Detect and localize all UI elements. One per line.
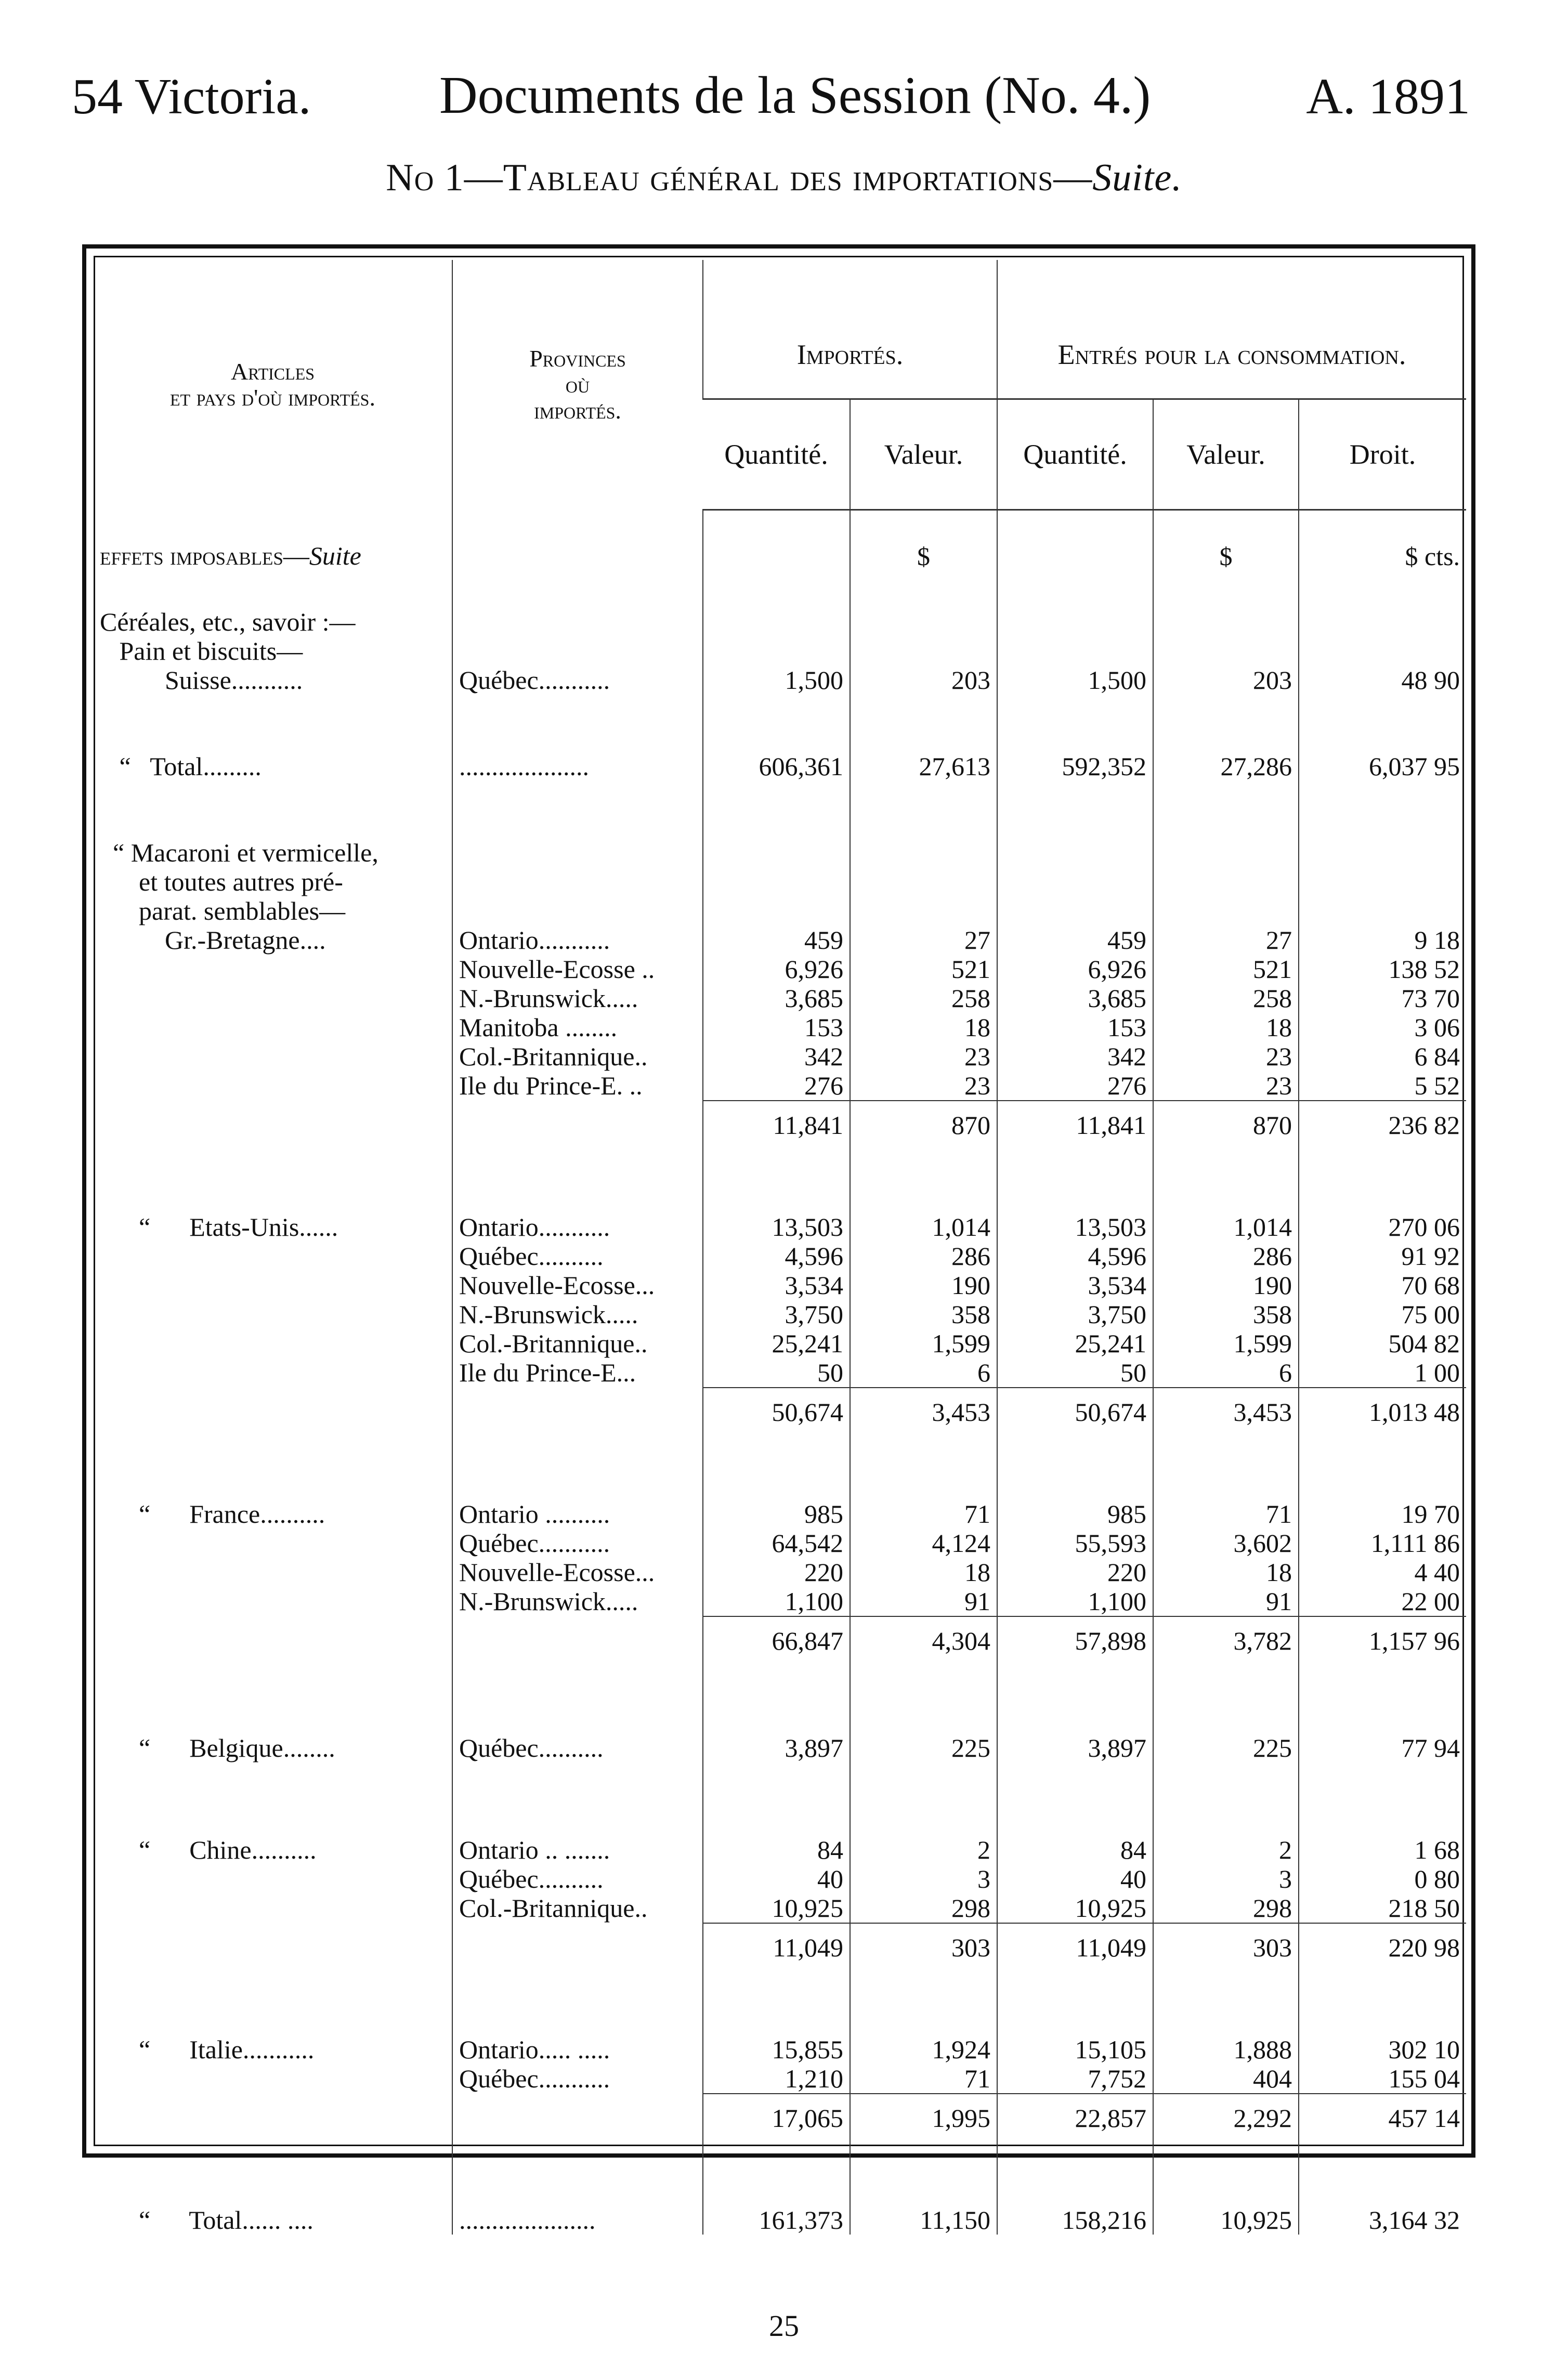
province-cell: N.-Brunswick..... bbox=[452, 984, 703, 1013]
col-ent-valeur: Valeur. bbox=[1153, 399, 1299, 510]
table-row bbox=[94, 1893, 1466, 1923]
article-cell bbox=[94, 2064, 452, 2094]
table-row bbox=[94, 1587, 1466, 1616]
imp-quantite-cell: 153 bbox=[703, 1013, 850, 1042]
imp-valeur-cell: 4,124 bbox=[850, 1529, 997, 1558]
droit-cell: 3 06 bbox=[1299, 1013, 1466, 1042]
ent-valeur-cell: 18 bbox=[1153, 1558, 1299, 1587]
article-cell: “ Total...... .... bbox=[100, 2205, 313, 2235]
imp-quantite-cell: 1,210 bbox=[703, 2064, 850, 2094]
subtotal-iq-cell: 11,049 bbox=[703, 1923, 850, 1962]
province-cell: .................... bbox=[452, 695, 703, 781]
imports-table bbox=[94, 260, 1466, 2235]
ent-valeur-cell: 27 bbox=[1153, 781, 1299, 955]
imp-quantite-cell: 50 bbox=[703, 1358, 850, 1388]
province-cell: Québec.......... bbox=[452, 1242, 703, 1271]
table-row bbox=[94, 571, 1466, 695]
droit-cell: 504 82 bbox=[1299, 1329, 1466, 1358]
article-cell bbox=[94, 984, 452, 1013]
subtotal-dr-cell: 457 14 bbox=[1299, 2094, 1466, 2133]
subtotal-blank-cell bbox=[452, 2094, 703, 2133]
droit-cell: 138 52 bbox=[1299, 955, 1466, 984]
col-provinces-line3: importés. bbox=[534, 397, 621, 424]
table-title-main: No 1—Tableau général des importations— bbox=[386, 156, 1093, 199]
imp-quantite-cell: 15,855 bbox=[703, 1962, 850, 2064]
section-row bbox=[94, 510, 1466, 571]
article-cell bbox=[94, 1013, 452, 1042]
droit-cell: 218 50 bbox=[1299, 1893, 1466, 1923]
subtotal-ev-cell: 3,782 bbox=[1153, 1616, 1299, 1655]
ent-quantite-cell: 15,105 bbox=[997, 1962, 1153, 2064]
imp-quantite-cell: 3,685 bbox=[703, 984, 850, 1013]
imp-valeur-cell: 91 bbox=[850, 1587, 997, 1616]
ent-quantite-cell: 50 bbox=[997, 1358, 1153, 1388]
imp-quantite-cell: 3,534 bbox=[703, 1271, 850, 1300]
table-body bbox=[94, 510, 1466, 2235]
province-cell: Col.-Britannique.. bbox=[452, 1042, 703, 1071]
ent-valeur-cell: 3,602 bbox=[1153, 1529, 1299, 1558]
table-row bbox=[94, 1042, 1466, 1071]
province-cell: Col.-Britannique.. bbox=[452, 1893, 703, 1923]
table-row bbox=[94, 1655, 1466, 1762]
subtotal-blank-cell bbox=[94, 1101, 452, 1140]
imp-valeur-cell: 18 bbox=[850, 1013, 997, 1042]
subtotal-iv-cell: 4,304 bbox=[850, 1616, 997, 1655]
imp-valeur-cell: 298 bbox=[850, 1893, 997, 1923]
subtotal-blank-cell bbox=[452, 1101, 703, 1140]
imp-quantite-cell: 10,925 bbox=[703, 1893, 850, 1923]
droit-cell: 155 04 bbox=[1299, 2064, 1466, 2094]
section-eq-cell bbox=[997, 510, 1153, 571]
ent-valeur-cell: 203 bbox=[1153, 571, 1299, 695]
col-ent-quantite: Quantité. bbox=[997, 399, 1153, 510]
subtotal-iq-cell: 50,674 bbox=[703, 1388, 850, 1427]
imp-valeur-cell: 11,150 bbox=[850, 2133, 997, 2235]
imp-valeur-cell: 358 bbox=[850, 1300, 997, 1329]
table-row bbox=[94, 1329, 1466, 1358]
currency-ent-valeur: $ bbox=[1153, 510, 1299, 571]
table-row bbox=[94, 1558, 1466, 1587]
subtotal-row bbox=[94, 1923, 1466, 1962]
imp-quantite-cell: 25,241 bbox=[703, 1329, 850, 1358]
ent-quantite-cell: 7,752 bbox=[997, 2064, 1153, 2094]
province-cell: N.-Brunswick..... bbox=[452, 1300, 703, 1329]
ent-quantite-cell: 220 bbox=[997, 1558, 1153, 1587]
imp-quantite-cell: 6,926 bbox=[703, 955, 850, 984]
col-imp-valeur: Valeur. bbox=[850, 399, 997, 510]
page-number: 25 bbox=[769, 2309, 799, 2343]
province-cell: Nouvelle-Ecosse... bbox=[452, 1271, 703, 1300]
province-cell: ..................... bbox=[452, 2133, 703, 2235]
ent-valeur-cell: 23 bbox=[1153, 1042, 1299, 1071]
ent-quantite-cell: 985 bbox=[997, 1427, 1153, 1529]
table-title bbox=[0, 156, 1568, 200]
droit-cell: 9 18 bbox=[1299, 781, 1466, 955]
table-row bbox=[94, 1762, 1466, 1864]
droit-cell: 77 94 bbox=[1299, 1655, 1466, 1762]
ent-quantite-cell: 342 bbox=[997, 1042, 1153, 1071]
imp-quantite-cell: 3,897 bbox=[703, 1655, 850, 1762]
province-cell: Manitoba ........ bbox=[452, 1013, 703, 1042]
imp-quantite-cell: 459 bbox=[703, 781, 850, 955]
table-row bbox=[94, 955, 1466, 984]
subtotal-ev-cell: 870 bbox=[1153, 1101, 1299, 1140]
subtotal-eq-cell: 11,049 bbox=[997, 1923, 1153, 1962]
table-row bbox=[94, 1962, 1466, 2064]
ent-quantite-cell: 25,241 bbox=[997, 1329, 1153, 1358]
imp-quantite-cell: 40 bbox=[703, 1864, 850, 1893]
subtotal-blank-cell bbox=[94, 2094, 452, 2133]
ent-valeur-cell: 23 bbox=[1153, 1071, 1299, 1101]
section-label-text: effets imposables— bbox=[100, 541, 309, 570]
imp-valeur-cell: 3 bbox=[850, 1864, 997, 1893]
article-cell bbox=[94, 1300, 452, 1329]
header-title: Documents de la Session (No. 4.) bbox=[439, 66, 1151, 125]
province-cell: N.-Brunswick..... bbox=[452, 1587, 703, 1616]
subtotal-blank-cell bbox=[452, 1923, 703, 1962]
article-cell bbox=[94, 1329, 452, 1358]
article-cell bbox=[94, 1242, 452, 1271]
imp-valeur-cell: 18 bbox=[850, 1558, 997, 1587]
section-prov-cell bbox=[452, 510, 703, 571]
imp-quantite-cell: 1,100 bbox=[703, 1587, 850, 1616]
ent-quantite-cell: 3,685 bbox=[997, 984, 1153, 1013]
ent-quantite-cell: 4,596 bbox=[997, 1242, 1153, 1271]
imp-valeur-cell: 27 bbox=[850, 781, 997, 955]
imp-valeur-cell: 27,613 bbox=[850, 695, 997, 781]
ent-quantite-cell: 6,926 bbox=[997, 955, 1153, 984]
col-group-importes: Importés. bbox=[703, 260, 997, 399]
imp-quantite-cell: 276 bbox=[703, 1071, 850, 1101]
imp-quantite-cell: 1,500 bbox=[703, 571, 850, 695]
province-cell: Ontario..... ..... bbox=[452, 1962, 703, 2064]
article-cell: “ Etats-Unis...... bbox=[100, 1212, 338, 1242]
col-provinces-line1: Provinces bbox=[529, 345, 626, 372]
ent-quantite-cell: 592,352 bbox=[997, 695, 1153, 781]
droit-cell: 70 68 bbox=[1299, 1271, 1466, 1300]
imp-valeur-cell: 258 bbox=[850, 984, 997, 1013]
ent-quantite-cell: 13,503 bbox=[997, 1140, 1153, 1242]
droit-cell: 302 10 bbox=[1299, 1962, 1466, 2064]
col-articles-line1: Articles bbox=[230, 358, 315, 385]
imp-quantite-cell: 220 bbox=[703, 1558, 850, 1587]
imp-valeur-cell: 225 bbox=[850, 1655, 997, 1762]
droit-cell: 73 70 bbox=[1299, 984, 1466, 1013]
article-cell: “ Italie........... bbox=[100, 2035, 315, 2064]
table-row bbox=[94, 781, 1466, 955]
article-cell: “ Chine.......... bbox=[100, 1835, 317, 1864]
ent-valeur-cell: 27,286 bbox=[1153, 695, 1299, 781]
province-cell: Nouvelle-Ecosse... bbox=[452, 1558, 703, 1587]
col-articles bbox=[94, 260, 452, 510]
ent-quantite-cell: 158,216 bbox=[997, 2133, 1153, 2235]
subtotal-iv-cell: 870 bbox=[850, 1101, 997, 1140]
subtotal-row bbox=[94, 1388, 1466, 1427]
subtotal-eq-cell: 57,898 bbox=[997, 1616, 1153, 1655]
imp-quantite-cell: 342 bbox=[703, 1042, 850, 1071]
droit-cell: 5 52 bbox=[1299, 1071, 1466, 1101]
table-row bbox=[94, 1013, 1466, 1042]
col-provinces-line2: où bbox=[565, 371, 590, 398]
subtotal-blank-cell bbox=[452, 1388, 703, 1427]
droit-cell: 19 70 bbox=[1299, 1427, 1466, 1529]
subtotal-eq-cell: 22,857 bbox=[997, 2094, 1153, 2133]
subtotal-dr-cell: 1,013 48 bbox=[1299, 1388, 1466, 1427]
subtotal-iq-cell: 66,847 bbox=[703, 1616, 850, 1655]
subtotal-row bbox=[94, 1101, 1466, 1140]
subtotal-iq-cell: 17,065 bbox=[703, 2094, 850, 2133]
ent-quantite-cell: 1,100 bbox=[997, 1587, 1153, 1616]
article-cell bbox=[94, 1529, 452, 1558]
imp-valeur-cell: 23 bbox=[850, 1042, 997, 1071]
droit-cell: 3,164 32 bbox=[1299, 2133, 1466, 2235]
ent-valeur-cell: 1,888 bbox=[1153, 1962, 1299, 2064]
subtotal-ev-cell: 2,292 bbox=[1153, 2094, 1299, 2133]
imp-quantite-cell: 4,596 bbox=[703, 1242, 850, 1271]
ent-valeur-cell: 358 bbox=[1153, 1300, 1299, 1329]
droit-cell: 48 90 bbox=[1299, 571, 1466, 695]
ent-quantite-cell: 1,500 bbox=[997, 571, 1153, 695]
table-row bbox=[94, 1271, 1466, 1300]
ent-quantite-cell: 84 bbox=[997, 1762, 1153, 1864]
droit-cell: 1 00 bbox=[1299, 1358, 1466, 1388]
imp-quantite-cell: 84 bbox=[703, 1762, 850, 1864]
header-volume: 54 Victoria. bbox=[72, 69, 311, 125]
ent-quantite-cell: 153 bbox=[997, 1013, 1153, 1042]
table-row bbox=[94, 1427, 1466, 1529]
article-cell: “ Total......... bbox=[100, 752, 262, 781]
ent-quantite-cell: 3,750 bbox=[997, 1300, 1153, 1329]
subtotal-eq-cell: 50,674 bbox=[997, 1388, 1153, 1427]
ent-quantite-cell: 55,593 bbox=[997, 1529, 1153, 1558]
droit-cell: 6,037 95 bbox=[1299, 695, 1466, 781]
subtotal-iv-cell: 1,995 bbox=[850, 2094, 997, 2133]
province-cell: Ontario .......... bbox=[452, 1427, 703, 1529]
header-year: A. 1891 bbox=[1306, 69, 1470, 125]
ent-valeur-cell: 91 bbox=[1153, 1587, 1299, 1616]
imp-quantite-cell: 13,503 bbox=[703, 1140, 850, 1242]
article-cell bbox=[94, 1864, 452, 1893]
ent-quantite-cell: 459 bbox=[997, 781, 1153, 955]
table-row bbox=[94, 2064, 1466, 2094]
ent-valeur-cell: 286 bbox=[1153, 1242, 1299, 1271]
province-cell: Nouvelle-Ecosse .. bbox=[452, 955, 703, 984]
subtotal-eq-cell: 11,841 bbox=[997, 1101, 1153, 1140]
ent-quantite-cell: 10,925 bbox=[997, 1893, 1153, 1923]
droit-cell: 91 92 bbox=[1299, 1242, 1466, 1271]
ent-quantite-cell: 276 bbox=[997, 1071, 1153, 1101]
droit-cell: 22 00 bbox=[1299, 1587, 1466, 1616]
article-cell bbox=[94, 1587, 452, 1616]
article-cell bbox=[94, 1071, 452, 1101]
subtotal-dr-cell: 1,157 96 bbox=[1299, 1616, 1466, 1655]
imp-valeur-cell: 1,014 bbox=[850, 1140, 997, 1242]
province-cell: Ile du Prince-E. .. bbox=[452, 1071, 703, 1101]
ent-quantite-cell: 3,897 bbox=[997, 1655, 1153, 1762]
droit-cell: 4 40 bbox=[1299, 1558, 1466, 1587]
ent-quantite-cell: 3,534 bbox=[997, 1271, 1153, 1300]
ent-quantite-cell: 40 bbox=[997, 1864, 1153, 1893]
table-row bbox=[94, 695, 1466, 781]
table-row bbox=[94, 1358, 1466, 1388]
ent-valeur-cell: 521 bbox=[1153, 955, 1299, 984]
page-header bbox=[0, 0, 1568, 135]
table-row bbox=[94, 1300, 1466, 1329]
subtotal-blank-cell bbox=[94, 1923, 452, 1962]
article-cell bbox=[94, 1271, 452, 1300]
ent-valeur-cell: 3 bbox=[1153, 1864, 1299, 1893]
article-cell bbox=[94, 1893, 452, 1923]
imp-quantite-cell: 161,373 bbox=[703, 2133, 850, 2235]
ent-valeur-cell: 258 bbox=[1153, 984, 1299, 1013]
col-provinces bbox=[452, 260, 703, 510]
province-cell: Col.-Britannique.. bbox=[452, 1329, 703, 1358]
ent-valeur-cell: 298 bbox=[1153, 1893, 1299, 1923]
subtotal-blank-cell bbox=[94, 1616, 452, 1655]
article-cell bbox=[94, 955, 452, 984]
table-row bbox=[94, 984, 1466, 1013]
subtotal-blank-cell bbox=[94, 1388, 452, 1427]
section-label-suite: Suite bbox=[309, 541, 361, 570]
province-cell: Québec........... bbox=[452, 571, 703, 695]
subtotal-ev-cell: 3,453 bbox=[1153, 1388, 1299, 1427]
province-cell: Ile du Prince-E... bbox=[452, 1358, 703, 1388]
col-imp-quantite: Quantité. bbox=[703, 399, 850, 510]
ent-valeur-cell: 404 bbox=[1153, 2064, 1299, 2094]
imp-quantite-cell: 985 bbox=[703, 1427, 850, 1529]
imp-valeur-cell: 203 bbox=[850, 571, 997, 695]
imp-valeur-cell: 71 bbox=[850, 2064, 997, 2094]
imp-valeur-cell: 521 bbox=[850, 955, 997, 984]
section-iq-cell bbox=[703, 510, 850, 571]
article-cell: “ Belgique........ bbox=[100, 1733, 335, 1762]
province-cell: Québec........... bbox=[452, 1529, 703, 1558]
article-cell bbox=[94, 1558, 452, 1587]
subtotal-row bbox=[94, 1616, 1466, 1655]
article-cell: “ Macaroni et vermicelle, et toutes autres pré- parat. semblables— Gr.-Bretagne.... bbox=[113, 838, 378, 955]
table-row bbox=[94, 1529, 1466, 1558]
province-cell: Québec.......... bbox=[452, 1655, 703, 1762]
droit-cell: 75 00 bbox=[1299, 1300, 1466, 1329]
article-cell bbox=[94, 1358, 452, 1388]
province-cell: Ontario........... bbox=[452, 781, 703, 955]
ent-valeur-cell: 1,014 bbox=[1153, 1140, 1299, 1242]
table-row bbox=[94, 1242, 1466, 1271]
currency-droit: $ cts. bbox=[1299, 510, 1466, 571]
ent-valeur-cell: 10,925 bbox=[1153, 2133, 1299, 2235]
table-title-suite: Suite. bbox=[1092, 156, 1182, 199]
table-row bbox=[94, 1864, 1466, 1893]
imp-quantite-cell: 64,542 bbox=[703, 1529, 850, 1558]
subtotal-iv-cell: 3,453 bbox=[850, 1388, 997, 1427]
imp-valeur-cell: 71 bbox=[850, 1427, 997, 1529]
subtotal-iv-cell: 303 bbox=[850, 1923, 997, 1962]
article-cell: “ France.......... bbox=[100, 1499, 325, 1529]
droit-cell: 6 84 bbox=[1299, 1042, 1466, 1071]
imp-valeur-cell: 286 bbox=[850, 1242, 997, 1271]
imp-valeur-cell: 6 bbox=[850, 1358, 997, 1388]
subtotal-blank-cell bbox=[452, 1616, 703, 1655]
subtotal-dr-cell: 220 98 bbox=[1299, 1923, 1466, 1962]
ent-valeur-cell: 225 bbox=[1153, 1655, 1299, 1762]
ent-valeur-cell: 6 bbox=[1153, 1358, 1299, 1388]
table-row bbox=[94, 1140, 1466, 1242]
table-row bbox=[94, 1071, 1466, 1101]
ent-valeur-cell: 18 bbox=[1153, 1013, 1299, 1042]
province-cell: Ontario........... bbox=[452, 1140, 703, 1242]
subtotal-row bbox=[94, 2094, 1466, 2133]
ent-valeur-cell: 190 bbox=[1153, 1271, 1299, 1300]
subtotal-iq-cell: 11,841 bbox=[703, 1101, 850, 1140]
droit-cell: 1,111 86 bbox=[1299, 1529, 1466, 1558]
imp-valeur-cell: 23 bbox=[850, 1071, 997, 1101]
subtotal-dr-cell: 236 82 bbox=[1299, 1101, 1466, 1140]
table-row bbox=[94, 2133, 1466, 2235]
article-cell: Céréales, etc., savoir :— Pain et biscuits— Suisse........... bbox=[100, 607, 356, 695]
droit-cell: 1 68 bbox=[1299, 1762, 1466, 1864]
col-group-entres: Entrés pour la consommation. bbox=[997, 260, 1466, 399]
droit-cell: 0 80 bbox=[1299, 1864, 1466, 1893]
col-ent-droit: Droit. bbox=[1299, 399, 1466, 510]
imp-quantite-cell: 606,361 bbox=[703, 695, 850, 781]
col-articles-line2: et pays d'où importés. bbox=[170, 384, 375, 411]
province-cell: Québec........... bbox=[452, 2064, 703, 2094]
ent-valeur-cell: 2 bbox=[1153, 1762, 1299, 1864]
ent-valeur-cell: 71 bbox=[1153, 1427, 1299, 1529]
table-header bbox=[94, 260, 1466, 510]
imp-valeur-cell: 1,924 bbox=[850, 1962, 997, 2064]
province-cell: Québec.......... bbox=[452, 1864, 703, 1893]
section-label bbox=[94, 510, 452, 571]
province-cell: Ontario .. ....... bbox=[452, 1762, 703, 1864]
droit-cell: 270 06 bbox=[1299, 1140, 1466, 1242]
subtotal-ev-cell: 303 bbox=[1153, 1923, 1299, 1962]
imp-valeur-cell: 190 bbox=[850, 1271, 997, 1300]
currency-imp-valeur: $ bbox=[850, 510, 997, 571]
imp-quantite-cell: 3,750 bbox=[703, 1300, 850, 1329]
ent-valeur-cell: 1,599 bbox=[1153, 1329, 1299, 1358]
imp-valeur-cell: 2 bbox=[850, 1762, 997, 1864]
article-cell bbox=[94, 1042, 452, 1071]
imp-valeur-cell: 1,599 bbox=[850, 1329, 997, 1358]
